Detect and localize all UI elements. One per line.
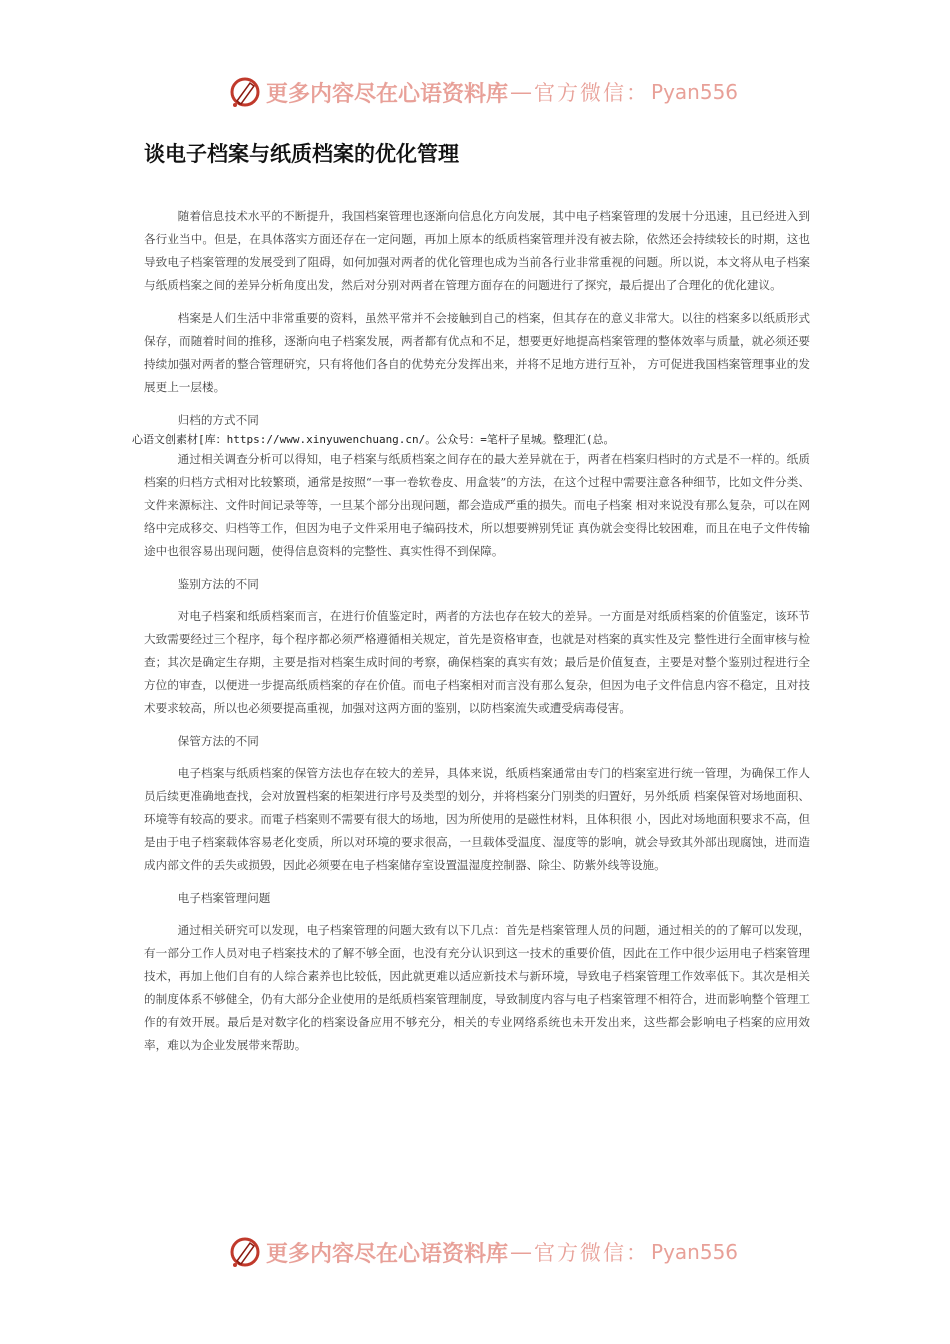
- paragraph-storage: 电子档案与纸质档案的保管方法也存在较大的差异，具体来说，纸质档案通常由专门的档案室进行统一管理，为确保工作人员后续更准确地查找，会对放置档案的柜架进行序号及类型的划分，并将档案分门别类的归置好，另外纸质 档案保管对场地面积、环境等有较高的要求。而電子档案则不需要有很大的场地，因为所使用的是磁性材料，且体积很 小，因此对场地面积要求不高，但是由于电子档案载体容易老化变质，所以对环境的要求很高，一旦载体受温度、湿度等的影响，就会导致其外部出现腐蚀，进而造成内部文件的丢失或损毁，因此必须要在电子档案储存室设置温湿度控制器、除尘、防紫外线等设施。: [144, 766, 810, 872]
- banner-title: 更多内容尽在心语资料库: [266, 1240, 509, 1267]
- banner-wechat-label: 官方微信：: [534, 81, 650, 105]
- header-banner: [228, 74, 738, 110]
- banner-wechat-id: Pyan556: [651, 80, 739, 104]
- section-heading-archiving: 归档的方式不同: [177, 413, 259, 427]
- paragraph-archiving: 通过相关调查分析可以得知，电子档案与纸质档案之间存在的最大差异就在于，两者在档案归档时的方式是不一样的。纸质档案的归档方式相对比较繁琐，通常是按照“一事一卷软卷皮、用盒装”的方法，在这个过程中需要注意各种细节，比如文件分类、文件来源标注、文件时间记录等等，一旦某个部分出现问题，都会造成严重的损失。而电子档案 相对来说没有那么复杂，可以在网络中完成移交、归档等工作，但因为电子文件采用电子编码技术，所以想要辨别凭证 真伪就会变得比较困难，而且在电子文件传输途中也很容易出现问题，使得信息资料的完整性、真实性得不到保障。: [144, 452, 810, 558]
- paragraph-identification: 对电子档案和纸质档案而言，在进行价值鉴定时，两者的方法也存在较大的差异。一方面是对纸质档案的价值鉴定，该环节大致需要经过三个程序，每个程序都必须严格遵循相关规定，首先是资格审查，也就是对档案的真实性及完 整性进行全面审核与检查；其次是确定生存期，主要是指对档案生成时间的考察，确保档案的真实有效；最后是价值复查，主要是对整个鉴别过程进行全方位的审查，以便进一步提高纸质档案的存在价值。而电子档案相对而言没有那么复杂，但因为电子文件信息内容不稳定，且对技术要求较高，所以也必须要提高重视，加强对这两方面的鉴别，以防档案流失或遭受病毒侵害。: [144, 609, 810, 715]
- section-heading-problems: 电子档案管理问题: [177, 891, 271, 905]
- banner-wechat-id: Pyan556: [651, 1240, 739, 1264]
- document-title: 谈电子档案与纸质档案的优化管理: [144, 142, 459, 166]
- banner-separator: —: [510, 1239, 533, 1265]
- paragraph-intro: 随着信息技术水平的不断提升，我国档案管理也逐渐向信息化方向发展，其中电子档案管理的发展十分迅速，且已经进入到各行业当中。但是，在具体落实方面还存在一定问题，再加上原本的纸质档案管理并没有被去除，依然还会持续较长的时期，这也导致电子档案管理的发展受到了阻碍，如何加强对两者的优化管理也成为当前各行业非常重视的问题。所以说，本文将从电子档案与纸质档案之间的差异分析角度出发，然后对分别对两者在管理方面存在的问题进行了探究，最后提出了合理化的优化建议。: [144, 209, 810, 292]
- pen-circle-logo-icon: [228, 75, 262, 109]
- section-heading-storage: 保管方法的不同: [177, 734, 259, 748]
- paragraph-problems: 通过相关研究可以发现，电子档案管理的问题大致有以下几点：首先是档案管理人员的问题，通过相关的的了解可以发现，有一部分工作人员对电子档案技术的了解不够全面，也没有充分认识到这一技术的重要价值，因此在工作中很少运用电子档案管理技术，再加上他们自有的人综合素养也比较低，因此就更难以适应新技术与新环境，导致电子档案管理工作效率低下。其次是相关的制度体系不够健全，仍有大部分企业使用的是纸质档案管理制度，导致制度内容与电子档案管理不相符合，进而影响整个管理工作的有效开展。最后是对数字化的档案设备应用不够充分，相关的专业网络系统也未开发出来，这些都会影响电子档案的应用效率，难以为企业发展带来帮助。: [144, 923, 810, 1052]
- pen-circle-logo-icon: [228, 1235, 262, 1269]
- document-body: [132, 205, 810, 1067]
- banner-title: 更多内容尽在心语资料库: [266, 80, 509, 107]
- footer-banner: [228, 1234, 738, 1270]
- banner-separator: —: [510, 79, 533, 105]
- banner-wechat-label: 官方微信：: [534, 1241, 650, 1265]
- section-heading-identification: 鉴别方法的不同: [177, 577, 259, 591]
- paragraph-background: 档案是人们生活中非常重要的资料，虽然平常并不会接触到自己的档案，但其存在的意义非常大。以往的档案多以纸质形式保存，而随着时间的推移，逐渐向电子档案发展，两者都有优点和不足，想要更好地提高档案管理的整体效率与质量，就必须还要持续加强对两者的整合管理研究，只有将他们各自的优势充分发挥出来，并将不足地方进行互补， 方可促进我国档案管理事业的发展更上一层楼。: [144, 311, 810, 394]
- source-watermark-line: 心语文创素材[库：https://www.xinyuwenchuang.cn/。公众号：=笔杆子星城。整理汇(总。: [132, 433, 615, 446]
